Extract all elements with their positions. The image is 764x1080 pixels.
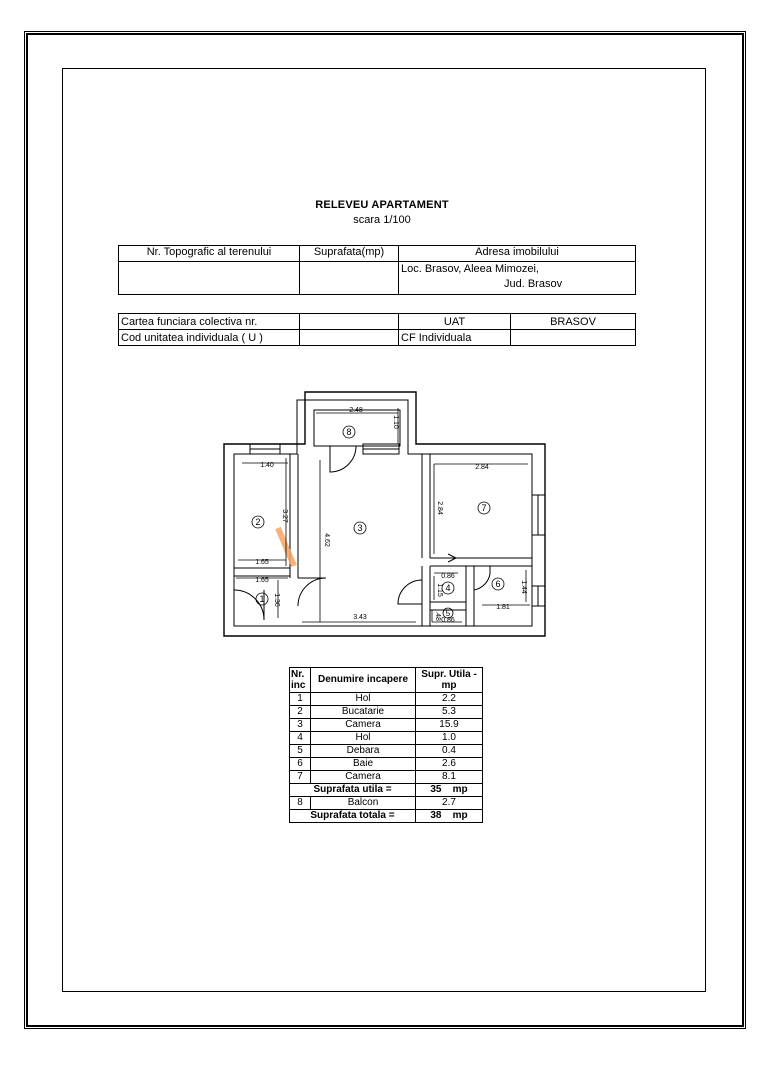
dim-room3-width: 3.43 <box>353 614 367 621</box>
dim-kitchen-height: 3.27 <box>281 509 288 523</box>
dim-bath-width: 1.81 <box>496 604 510 611</box>
table-row <box>290 693 483 706</box>
grand-total-unit: mp <box>452 810 468 821</box>
useful-total-unit: mp <box>452 784 468 795</box>
balcony-name: Balcon <box>311 797 416 810</box>
partition-room7 <box>422 454 430 558</box>
area-value <box>300 262 399 295</box>
room-8-number: 8 <box>346 427 352 437</box>
room-3-number: 3 <box>357 523 363 533</box>
room-name: Camera <box>311 771 416 784</box>
header-room-name: Denumire incapere <box>311 668 416 693</box>
address-value <box>399 262 636 295</box>
partition-hall1 <box>234 568 290 576</box>
balcony-area: 2.7 <box>416 797 483 810</box>
room-area: 2.2 <box>416 693 483 706</box>
partition-room7-bottom <box>430 558 532 566</box>
dim-room7-height: 2.84 <box>436 501 443 515</box>
cf-individual-label: CF Individuala <box>399 330 511 346</box>
room-nr: 3 <box>290 719 311 732</box>
room-name: Hol <box>311 732 416 745</box>
table-row <box>290 797 483 810</box>
room-4-number: 4 <box>445 583 451 593</box>
dim-balcony-depth: 1.10 <box>392 415 399 429</box>
entry-door <box>298 578 326 606</box>
room-1-number: 1 <box>259 594 265 604</box>
room3-door <box>398 580 422 604</box>
room-area: 2.6 <box>416 758 483 771</box>
uat-value: BRASOV <box>511 314 636 330</box>
land-book-value <box>300 314 399 330</box>
room-nr: 1 <box>290 693 311 706</box>
header-area: Suprafata(mp) <box>300 246 399 262</box>
dim-room7-width: 2.84 <box>475 464 489 471</box>
room-area: 8.1 <box>416 771 483 784</box>
grand-total-value-cell <box>416 810 483 823</box>
room-nr: 5 <box>290 745 311 758</box>
useful-total-label: Suprafata utila = <box>290 784 416 797</box>
dim-balcony-width: 2.48 <box>349 407 363 414</box>
room-area: 1.0 <box>416 732 483 745</box>
dim-hall-height: 1.36 <box>273 593 280 607</box>
table-row <box>290 771 483 784</box>
partition-hall4 <box>422 566 430 626</box>
address-line-1: Loc. Brasov, Aleea Mimozei, <box>401 263 539 275</box>
grand-total-value: 38 <box>430 810 442 821</box>
unit-code-label: Cod unitatea individuala ( U ) <box>119 330 300 346</box>
room-area: 15.9 <box>416 719 483 732</box>
room-name: Baie <box>311 758 416 771</box>
address-line-2: Jud. Brasov <box>504 278 563 290</box>
header-room-area: Supr. Utila - mp <box>416 668 483 693</box>
room-area: 5.3 <box>416 706 483 719</box>
table-row <box>290 732 483 745</box>
floor-plan <box>220 390 550 645</box>
grand-total-label: Suprafata totala = <box>290 810 416 823</box>
header-address: Adresa imobilului <box>399 246 636 262</box>
dim-bath-height: 1.44 <box>520 580 527 594</box>
header-topographic-nr: Nr. Topografic al terenului <box>119 246 300 262</box>
room-7-number: 7 <box>481 503 487 513</box>
room-nr: 7 <box>290 771 311 784</box>
room-name: Hol <box>311 693 416 706</box>
unit-code-value <box>300 330 399 346</box>
room-nr: 4 <box>290 732 311 745</box>
dim-storage-width: 0.86 <box>441 617 455 624</box>
property-info-table <box>118 245 636 295</box>
cadastre-table <box>118 313 636 346</box>
useful-total-value-cell <box>416 784 483 797</box>
header-room-nr: Nr. inc <box>290 668 311 693</box>
dim-room3-height: 4.62 <box>323 533 330 547</box>
grand-total-row <box>290 810 483 823</box>
room-6-number: 6 <box>495 579 501 589</box>
land-book-label: Cartea funciara colectiva nr. <box>119 314 300 330</box>
rooms-table <box>289 667 483 823</box>
dimension-lines <box>236 408 530 622</box>
room-name: Camera <box>311 719 416 732</box>
useful-total-value: 35 <box>430 784 442 795</box>
topographic-nr-value <box>119 262 300 295</box>
room-5-number: 5 <box>445 609 451 618</box>
room-area: 0.4 <box>416 745 483 758</box>
useful-total-row <box>290 784 483 797</box>
balcony-door <box>330 446 356 472</box>
outer-wall <box>224 392 545 636</box>
dim-kitchen-inner: 1.65 <box>255 559 269 566</box>
table-row <box>290 706 483 719</box>
cf-individual-value <box>511 330 636 346</box>
document-title: RELEVEU APARTAMENT <box>315 199 449 211</box>
dim-hall4-height: 1.15 <box>436 583 443 597</box>
partition-bath <box>466 566 474 626</box>
dim-hall4-width: 0.86 <box>441 573 455 580</box>
table-row <box>290 745 483 758</box>
dim-kitchen-width: 1.40 <box>260 462 274 469</box>
table-row <box>290 719 483 732</box>
room-name: Bucatarie <box>311 706 416 719</box>
room-nr: 6 <box>290 758 311 771</box>
balcony-nr: 8 <box>290 797 311 810</box>
room-nr: 2 <box>290 706 311 719</box>
bath-door <box>474 566 490 590</box>
uat-label: UAT <box>399 314 511 330</box>
room-name: Debara <box>311 745 416 758</box>
dim-storage-height: .48 <box>434 611 441 621</box>
dim-hall-width: 1.65 <box>255 577 269 584</box>
room-2-number: 2 <box>255 517 261 527</box>
balcony-outline <box>314 410 400 446</box>
document-scale: scara 1/100 <box>353 214 411 226</box>
table-row <box>290 758 483 771</box>
